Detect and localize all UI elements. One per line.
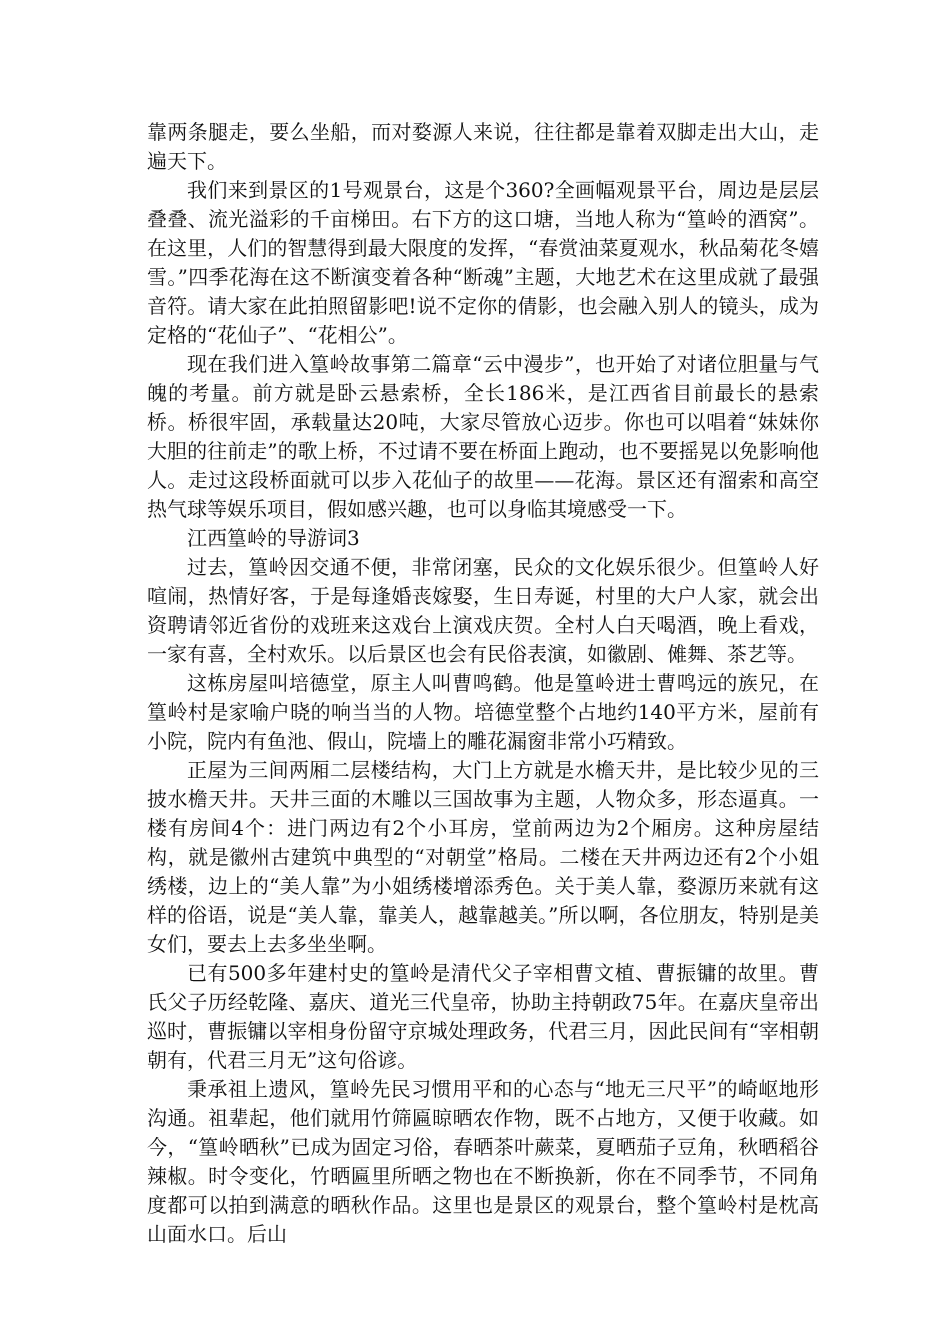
paragraph-viewing-platform: 我们来到景区的1号观景台，这是个360?全画幅观景平台，周边是层层叠叠、流光溢彩的千亩梯田。右下方的这口塘，当地人称为“篁岭的酒窝”。在这里，人们的智慧得到最大限度的发挥，“春赏油菜夏观水，秋品菊花冬嬉雪。”四季花海在这不断演变着各种“断魂”主题，大地艺术在这里成就了最强音符。请大家在此拍照留影吧!说不定你的倩影，也会融入别人的镜头，成为定格的“花仙子”、“花相公”。: [147, 178, 819, 347]
paragraph-prime-ministers: 已有500多年建村史的篁岭是清代父子宰相曹文植、曹振镛的故里。曹氏父子历经乾隆、嘉庆、道光三代皇帝，协助主持朝政75年。在嘉庆皇帝出巡时，曹振镛以宰相身份留守京城处理政务，代君三月，因此民间有“宰相朝朝有，代君三月无”这句俗谚。: [147, 961, 819, 1072]
paragraph-house-structure: 正屋为三间两厢二层楼结构，大门上方就是水檐天井，是比较少见的三披水檐天井。天井三面的木雕以三国故事为主题，人物众多，形态逼真。一楼有房间4个：进门两边有2个小耳房，堂前两边为2个厢房。这种房屋结构，就是徽州古建筑中典型的“对朝堂”格局。二楼在天井两边还有2个小姐绣楼，边上的“美人靠”为小姐绣楼增添秀色。关于美人靠，婺源历来就有这样的俗语，说是“美人靠，靠美人，越靠越美。”所以啊，各位朋友，特别是美女们，要去上去多坐坐啊。: [147, 758, 819, 956]
paragraph-peide-hall: 这栋房屋叫培德堂，原主人叫曹鸣鹤。他是篁岭进士曹鸣远的族兄，在篁岭村是家喻户晓的响当当的人物。培德堂整个占地约140平方米，屋前有小院，院内有鱼池、假山，院墙上的雕花漏窗非常小巧精致。: [147, 671, 819, 753]
paragraph-opera-stage: 过去，篁岭因交通不便，非常闭塞，民众的文化娱乐很少。但篁岭人好喧闹，热情好客，于是每逢婚丧嫁娶，生日寿诞，村里的大户人家，就会出资聘请邻近省份的戏班来这戏台上演戏庆贺。全村人白天喝酒，晚上看戏，一家有喜，全村欢乐。以后景区也会有民俗表演，如徽剧、傩舞、茶艺等。: [147, 555, 819, 666]
paragraph-continuation: 靠两条腿走，要么坐船，而对婺源人来说，往往都是靠着双脚走出大山，走遍天下。: [147, 120, 819, 173]
paragraph-sun-drying: 秉承祖上遗风，篁岭先民习惯用平和的心态与“地无三尺平”的崎岖地形沟通。祖辈起，他们就用竹筛匾晾晒农作物，既不占地方，又便于收藏。如今，“篁岭晒秋”已成为固定习俗，春晒茶叶蕨菜，夏晒茄子豆角，秋晒稻谷辣椒。时令变化，竹晒匾里所晒之物也在不断换新，你在不同季节，不同角度都可以拍到满意的晒秋作品。这里也是景区的观景台，整个篁岭村是枕高山面水口。后山: [147, 1077, 819, 1246]
section-heading: 江西篁岭的导游词3: [187, 526, 360, 550]
paragraph-suspension-bridge: 现在我们进入篁岭故事第二篇章“云中漫步”，也开始了对诸位胆量与气魄的考量。前方就是卧云悬索桥，全长186米，是江西省目前最长的悬索桥。桥很牢固，承载量达20吨，大家尽管放心迈步。你也可以唱着“妹妹你大胆的往前走”的歌上桥，不过请不要在桥面上跑动，也不要摇晃以免影响他人。走过这段桥面就可以步入花仙子的故里——花海。景区还有溜索和高空热气球等娱乐项目，假如感兴趣，也可以身临其境感受一下。: [147, 352, 819, 521]
document-page: [147, 118, 819, 1249]
